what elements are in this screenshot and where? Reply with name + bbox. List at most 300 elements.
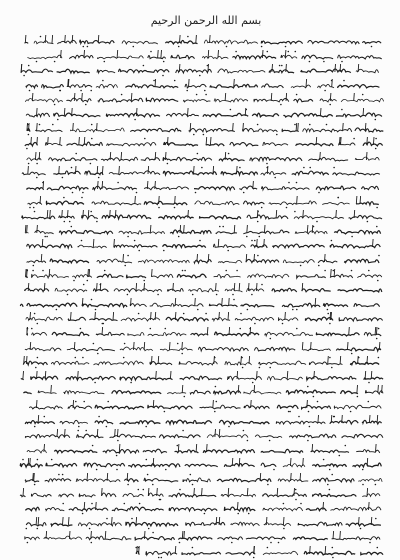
ink-dot [33, 265, 35, 267]
ink-stroke [25, 537, 40, 540]
ink-ascender [336, 210, 337, 218]
ink-dot [73, 279, 75, 281]
ink-dot [161, 557, 163, 559]
ink-ascender [207, 444, 208, 452]
ink-dot [333, 415, 335, 417]
ink-ascender [50, 210, 51, 218]
ink-dot [143, 279, 145, 281]
ink-ascender [110, 210, 111, 218]
ink-stroke [178, 537, 212, 540]
ink-stroke [77, 434, 104, 438]
ink-stroke [243, 201, 264, 205]
ink-dot [259, 367, 261, 369]
ink-dot [283, 503, 285, 505]
ink-dot [117, 182, 119, 184]
ink-dot [77, 430, 79, 432]
ink-dot [274, 177, 276, 179]
ink-dot [157, 294, 159, 296]
ink-dot [214, 411, 216, 413]
ink-stroke [130, 128, 181, 131]
ink-dot [174, 79, 176, 81]
ink-dot [251, 294, 253, 296]
ink-ascender [158, 50, 159, 58]
ink-dot [269, 367, 271, 369]
ink-stroke [109, 171, 160, 175]
ink-stroke [282, 303, 320, 307]
ink-ascender [340, 531, 341, 539]
ink-dot [162, 75, 164, 77]
ink-stroke [169, 508, 217, 511]
ink-dot [91, 123, 93, 125]
ink-ascender [84, 502, 85, 510]
ink-dot [243, 430, 245, 432]
handwritten-line [16, 282, 388, 296]
ink-stroke [219, 420, 269, 424]
ink-dot [236, 269, 238, 271]
ink-dot [294, 123, 296, 125]
ink-dot [78, 425, 80, 427]
ink-ascender [73, 400, 74, 408]
ink-dot [309, 123, 311, 125]
handwritten-line [16, 472, 388, 486]
ink-dot [288, 182, 290, 184]
ink-stroke [169, 493, 217, 497]
ink-dot [182, 269, 184, 271]
ink-ascender [237, 502, 238, 510]
ink-stroke [247, 289, 265, 292]
ink-ascender [285, 312, 286, 320]
ink-ascender [213, 400, 214, 408]
ink-ascender [30, 458, 31, 466]
ink-ascender [184, 531, 185, 539]
ink-stroke [179, 362, 217, 365]
ink-stroke [356, 449, 380, 452]
ink-ascender [134, 342, 135, 350]
ink-dot [54, 60, 56, 62]
ink-dot [27, 123, 29, 125]
ink-dot [300, 265, 302, 267]
ink-stroke [364, 332, 381, 336]
ink-dot [285, 46, 287, 48]
ink-ascender [46, 531, 47, 539]
ink-dot [345, 444, 347, 446]
ink-dot [329, 104, 331, 106]
ink-ascender [285, 50, 286, 58]
ink-dot [226, 46, 228, 48]
ink-stroke [55, 288, 87, 291]
ink-ascender [335, 64, 336, 72]
ink-ascender [247, 225, 248, 233]
ink-ascender [155, 79, 156, 87]
ink-stroke [93, 289, 108, 292]
ink-stroke [295, 231, 327, 234]
ink-dot [34, 484, 36, 486]
ink-stroke [217, 537, 242, 540]
ink-dot [57, 119, 59, 121]
ink-dot [72, 192, 74, 194]
ink-stroke [243, 230, 289, 234]
ink-stroke [278, 479, 308, 482]
ink-ascender [159, 196, 160, 204]
ink-dot [26, 527, 28, 529]
ink-ascender [254, 254, 255, 262]
ink-dot [58, 474, 60, 476]
ink-dot [42, 269, 44, 271]
ink-ascender [59, 166, 60, 174]
ink-stroke [313, 493, 357, 496]
ink-stroke [302, 405, 331, 408]
ink-stroke [59, 494, 74, 497]
ink-dot [85, 430, 87, 432]
ink-dot [37, 323, 39, 325]
ink-dot [228, 425, 230, 427]
handwritten-line [16, 49, 388, 63]
ink-stroke [46, 464, 77, 468]
ink-ascender [144, 531, 145, 539]
ink-ascender [47, 210, 48, 218]
ink-dot [82, 192, 84, 194]
ink-dot [62, 177, 64, 179]
ink-stroke [46, 508, 65, 511]
ink-stroke [84, 463, 125, 467]
ink-dot [377, 547, 379, 549]
ink-dot [228, 152, 230, 154]
ink-dot [81, 240, 83, 242]
ink-dot [331, 367, 333, 369]
ink-stroke [185, 465, 218, 468]
ink-dot [163, 60, 165, 62]
ink-dot [145, 425, 147, 427]
handwritten-line [16, 180, 388, 194]
ink-ascender [188, 108, 189, 116]
ink-dot [327, 313, 329, 315]
ink-stroke [25, 435, 69, 439]
ink-stroke [152, 274, 173, 278]
ink-dot [353, 138, 355, 140]
ink-ascender [52, 35, 53, 43]
ink-dot [243, 192, 245, 194]
ink-stroke [302, 289, 331, 292]
ink-dot [343, 79, 345, 81]
handwritten-line [16, 253, 388, 267]
ink-dot [362, 469, 364, 471]
ink-ascender [312, 444, 313, 452]
ink-ascender [366, 152, 367, 160]
ink-ascender [363, 108, 364, 116]
ink-ascender [26, 356, 27, 364]
ink-dot [375, 517, 377, 519]
ink-ascender [180, 35, 181, 43]
ink-dot [279, 65, 281, 67]
ink-stroke [66, 99, 91, 103]
ink-dot [296, 328, 298, 330]
ink-stroke [323, 303, 348, 306]
ink-stroke [51, 523, 73, 526]
ink-stroke [148, 405, 193, 409]
ink-dot [358, 357, 360, 359]
ink-stroke [224, 507, 255, 511]
ink-ascender [347, 342, 348, 350]
ink-stroke [269, 200, 317, 204]
ink-stroke [78, 522, 121, 526]
ink-stroke [214, 391, 241, 394]
ink-dot [127, 255, 129, 257]
ink-dot [254, 323, 256, 325]
ink-ascender [98, 181, 99, 189]
ink-dot [369, 542, 371, 544]
ink-stroke [363, 142, 383, 146]
handwritten-line [16, 63, 388, 77]
ink-ascender [44, 283, 45, 291]
ink-dot [177, 444, 179, 446]
ink-dot [288, 411, 290, 413]
ink-ascender [343, 123, 344, 131]
ink-stroke [265, 332, 313, 336]
ink-dot [117, 440, 119, 442]
ink-ascender [37, 108, 38, 116]
ink-dot [278, 542, 280, 544]
ink-ascender [234, 283, 235, 291]
ink-dot [239, 167, 241, 169]
ink-stroke [283, 113, 332, 117]
ink-ascender [371, 371, 372, 379]
ink-stroke [356, 201, 379, 204]
ink-ascender [38, 517, 39, 525]
ink-stroke [165, 40, 197, 43]
ink-dot [33, 206, 35, 208]
ink-ascender [218, 239, 219, 247]
ink-dot [375, 148, 377, 150]
ink-stroke [244, 405, 269, 409]
ink-dot [253, 557, 255, 559]
ink-ascender [357, 385, 358, 393]
ink-ascender [39, 152, 40, 160]
ink-stroke [350, 362, 379, 365]
ink-dot [167, 162, 169, 164]
ink-ascender [82, 298, 83, 306]
ink-dot [338, 196, 340, 198]
ink-ascender [218, 50, 219, 58]
ink-ascender [30, 312, 31, 320]
ink-dot [295, 488, 297, 490]
ink-dot [254, 240, 256, 242]
ink-dot [269, 440, 271, 442]
ink-stroke [302, 55, 333, 59]
ink-dot [179, 542, 181, 544]
ink-dot [237, 513, 239, 515]
ink-ascender [340, 64, 341, 72]
ink-stroke [243, 128, 278, 131]
ink-dot [350, 411, 352, 413]
ink-ascender [328, 356, 329, 364]
handwritten-line [16, 107, 388, 121]
ink-dot [69, 221, 71, 223]
ink-dot [261, 206, 263, 208]
ink-ascender [32, 93, 33, 101]
ink-ascender [97, 283, 98, 291]
ink-stroke [354, 303, 380, 306]
ink-dot [375, 138, 377, 140]
ink-dot [368, 401, 370, 403]
ink-stroke [59, 230, 113, 233]
ink-dot [121, 94, 123, 96]
ink-dot [295, 498, 297, 500]
ink-ascender [254, 385, 255, 393]
ink-stroke [312, 464, 346, 467]
ink-stroke [218, 260, 242, 263]
ink-stroke [221, 172, 258, 175]
ink-dot [201, 167, 203, 169]
handwritten-line [16, 136, 388, 150]
ink-stroke [27, 245, 72, 249]
ink-ascender [37, 123, 38, 131]
ink-dot [248, 513, 250, 515]
ink-dot [232, 294, 234, 296]
ink-ascender [239, 458, 240, 466]
ink-ascender [323, 502, 324, 510]
ink-ascender [68, 517, 69, 525]
ink-ascender [342, 415, 343, 423]
ink-dot [333, 269, 335, 271]
ink-stroke [35, 230, 54, 233]
ink-stroke [246, 537, 285, 540]
ink-ascender [210, 35, 211, 43]
ink-dot [240, 313, 242, 315]
ink-stroke [44, 537, 82, 540]
ink-dot [22, 459, 24, 461]
ink-dot [165, 328, 167, 330]
ink-ascender [260, 473, 261, 481]
ink-ascender [36, 517, 37, 525]
ink-dot [288, 50, 290, 52]
ink-stroke [110, 434, 156, 438]
ink-dot [247, 440, 249, 442]
ink-ascender [238, 385, 239, 393]
ink-ascender [96, 502, 97, 510]
ink-ascender [216, 283, 217, 291]
ink-dot [174, 206, 176, 208]
ink-stroke [86, 537, 131, 541]
ink-dot [27, 328, 29, 330]
handwritten-line [16, 34, 388, 48]
ink-dot [102, 323, 104, 325]
ink-stroke [166, 318, 209, 321]
ink-stroke [311, 450, 349, 453]
ink-stroke [46, 201, 84, 204]
ink-stroke [239, 186, 257, 190]
ink-ascender [184, 225, 185, 233]
ink-dot [28, 133, 30, 135]
ink-ascender [228, 312, 229, 320]
ink-stroke [364, 377, 383, 380]
ink-dot [316, 221, 318, 223]
ink-ascender [247, 488, 248, 496]
ink-ascender [369, 502, 370, 510]
ink-stroke [50, 259, 89, 263]
ink-ascender [371, 517, 372, 525]
ink-dot [51, 459, 53, 461]
ink-stroke [31, 376, 58, 379]
ink-dot [270, 338, 272, 340]
ink-stroke [250, 157, 302, 161]
ink-ascender [67, 210, 68, 218]
ink-dot [159, 498, 161, 500]
handwritten-line [16, 516, 388, 530]
ink-stroke [27, 55, 62, 59]
ink-ascender [373, 239, 374, 247]
ink-stroke [20, 304, 23, 307]
ink-ascender [136, 283, 137, 291]
ink-stroke [54, 450, 97, 453]
handwritten-line [16, 326, 388, 340]
ink-stroke [85, 171, 103, 175]
ink-dot [196, 94, 198, 96]
ink-stroke [204, 40, 258, 44]
ink-stroke [342, 435, 383, 439]
ink-dot [204, 513, 206, 515]
ink-dot [283, 527, 285, 529]
ink-dot [193, 133, 195, 135]
ink-stroke [322, 202, 349, 204]
ink-ascender [215, 429, 216, 437]
ink-dot [107, 401, 109, 403]
ink-stroke [27, 188, 44, 190]
ink-ascender [57, 429, 58, 437]
ink-stroke [171, 55, 195, 59]
ink-ascender [175, 196, 176, 204]
ink-stroke [76, 479, 120, 482]
ink-ascender [28, 283, 29, 291]
ink-stroke [123, 493, 144, 497]
ink-ascender [300, 473, 301, 481]
ink-stroke [66, 376, 116, 380]
ink-stroke [230, 143, 258, 147]
ink-stroke [330, 274, 353, 278]
ink-ascender [225, 152, 226, 160]
ink-ascender [331, 269, 332, 277]
ink-ascender [202, 488, 203, 496]
ink-dot [75, 401, 77, 403]
ink-ascender [264, 239, 265, 247]
ink-ascender [153, 458, 154, 466]
ink-ascender [222, 298, 223, 306]
ink-ascender [298, 123, 299, 131]
ink-stroke [212, 318, 230, 321]
ink-ascender [152, 269, 153, 277]
ink-dot [80, 328, 82, 330]
ink-stroke [45, 479, 71, 482]
ink-dot [192, 294, 194, 296]
ink-ascender [175, 312, 176, 320]
handwritten-line [16, 530, 388, 544]
ink-dot [222, 225, 224, 227]
ink-dot [261, 46, 263, 48]
ink-stroke [252, 113, 279, 117]
ink-stroke [333, 172, 380, 175]
ink-ascender [315, 298, 316, 306]
ink-ascender [119, 444, 120, 452]
ink-ascender [25, 35, 26, 43]
ink-dot [40, 36, 42, 38]
ink-stroke [255, 435, 282, 438]
ink-dot [368, 269, 370, 271]
basmala-header: بسم الله الرحمن الرحيم [150, 14, 262, 27]
ink-dot [28, 65, 30, 67]
ink-ascender [72, 108, 73, 116]
handwritten-line [16, 195, 388, 209]
ink-dot [216, 294, 218, 296]
ink-dot [64, 221, 66, 223]
